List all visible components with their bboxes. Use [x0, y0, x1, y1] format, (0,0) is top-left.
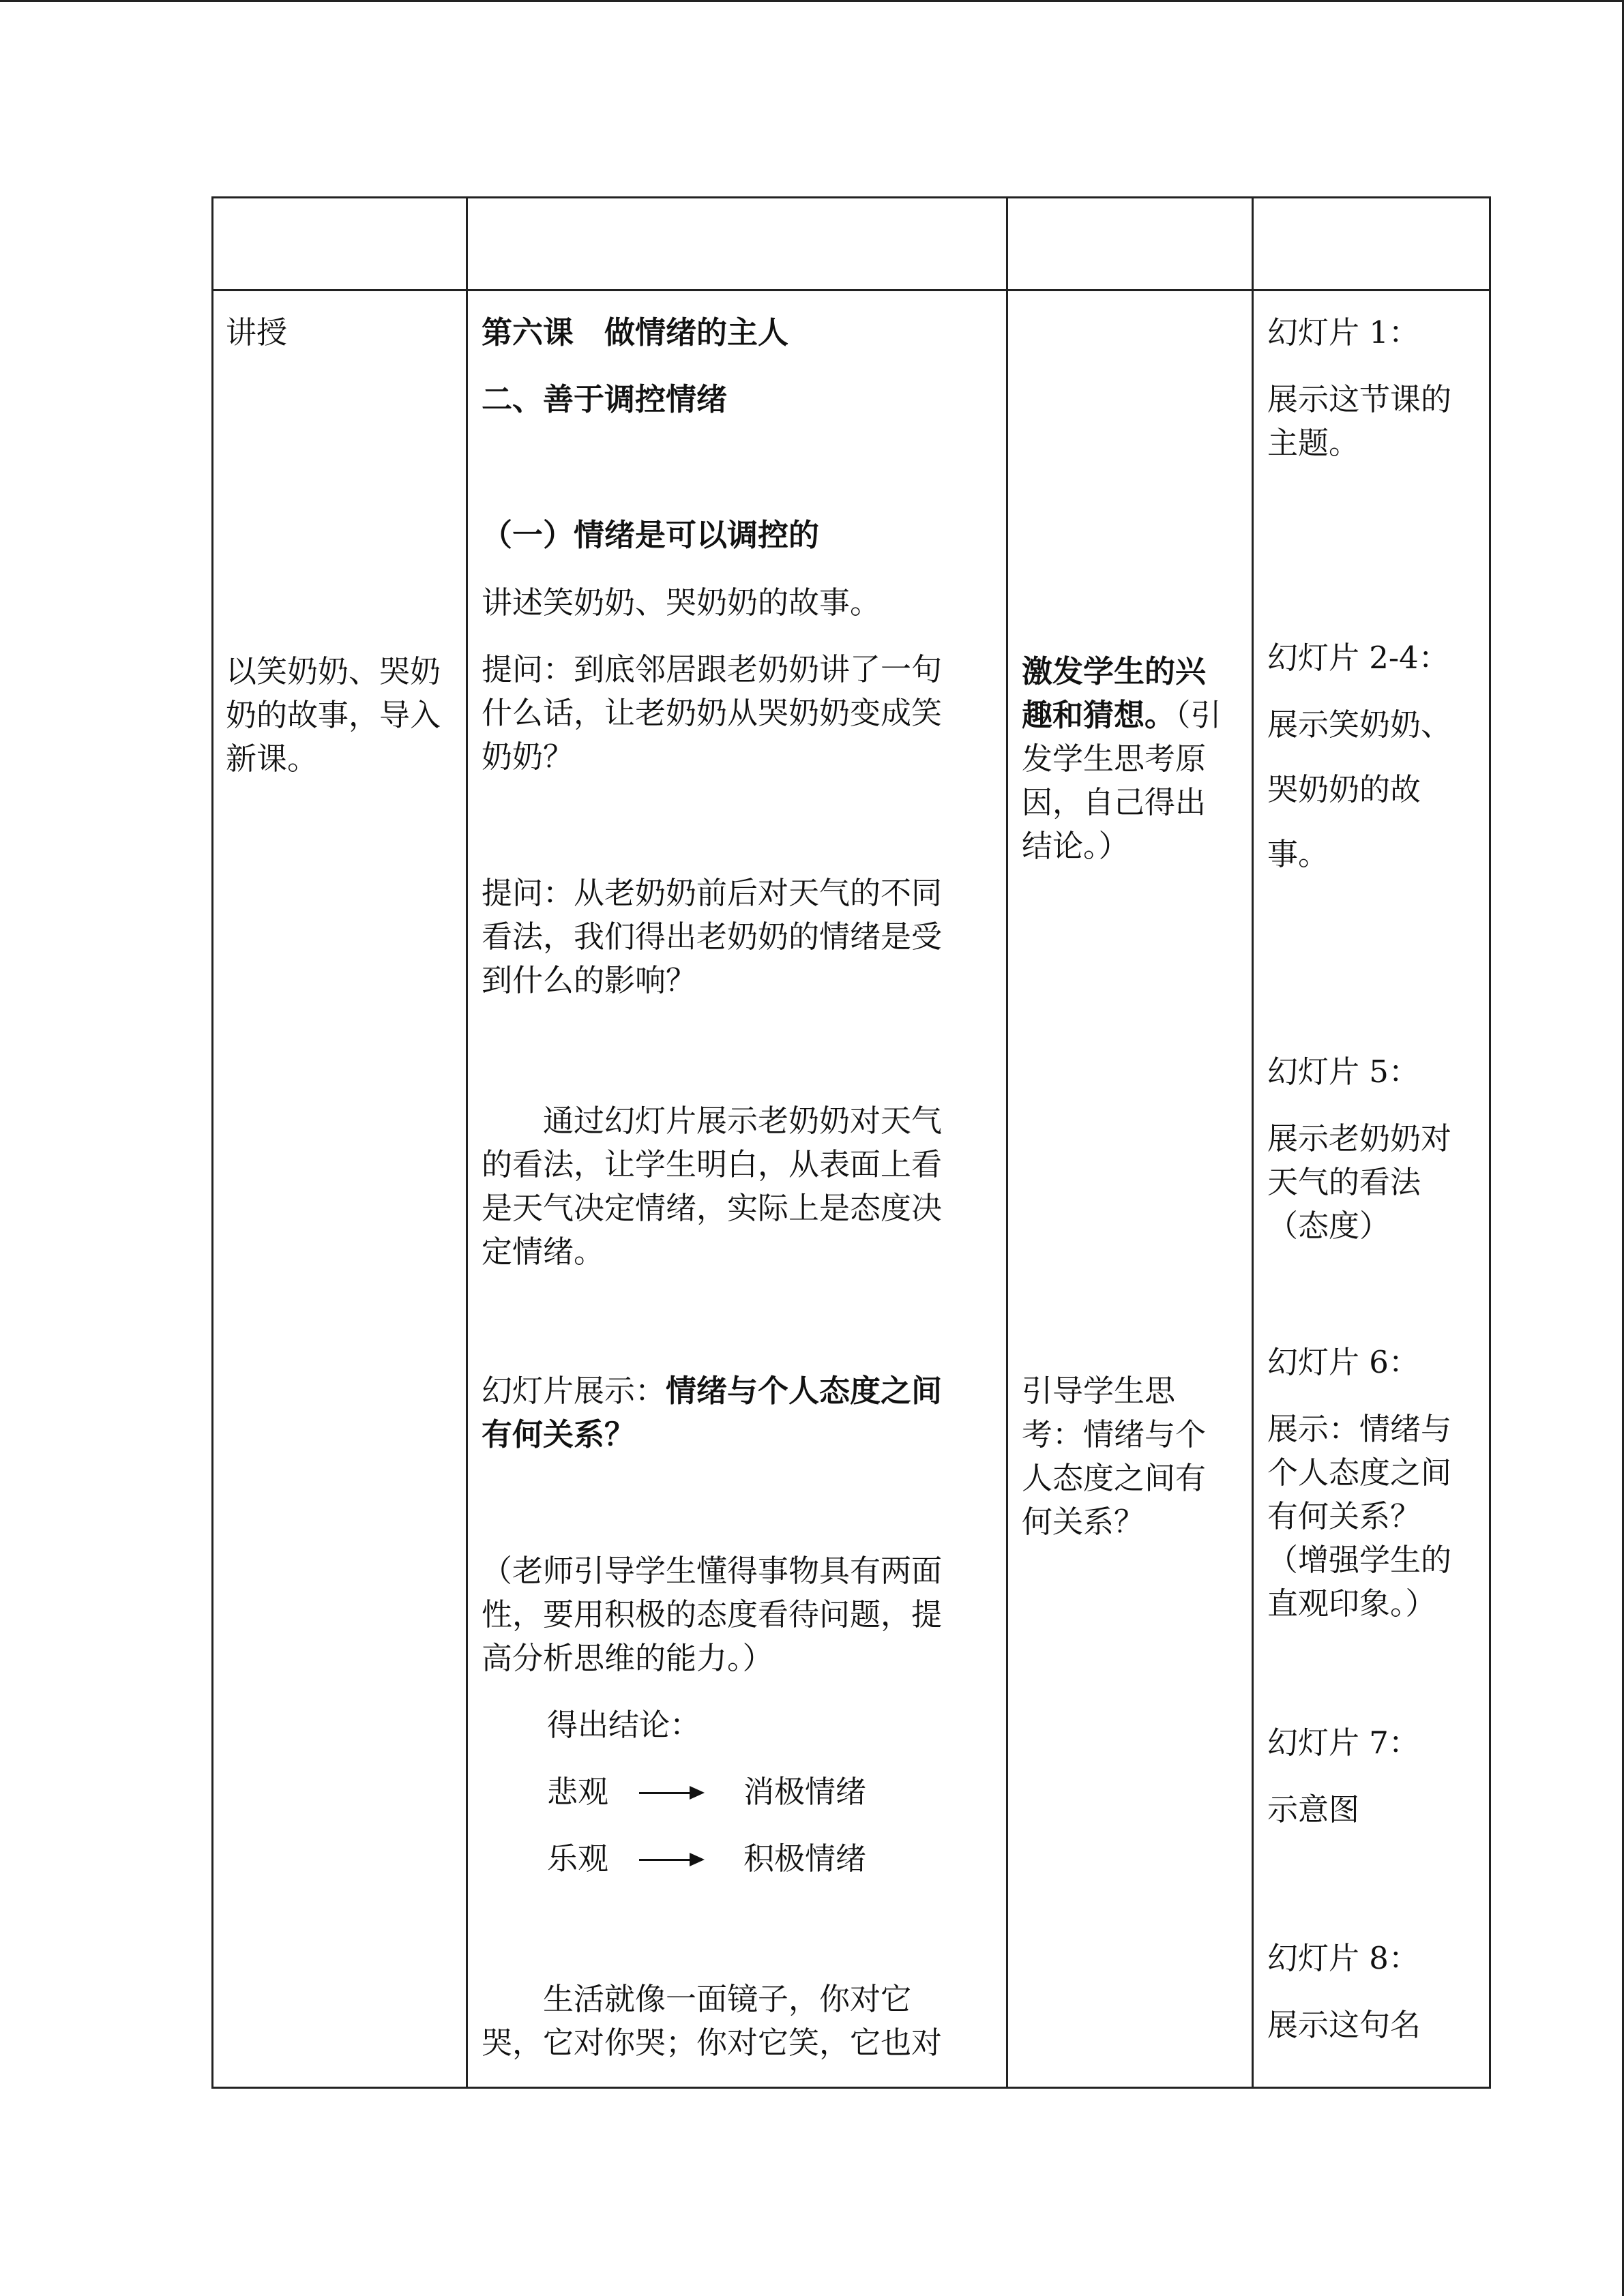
motivate-line-1: 激发学生的兴 [1022, 653, 1207, 689]
table-border-left [211, 196, 213, 2089]
slide-show-prefix: 幻灯片展示： [482, 1373, 666, 1409]
table-border-top [211, 196, 1491, 198]
col-divider-3 [1252, 196, 1254, 2089]
slide24-label: 幻灯片 2-4： [1267, 640, 1449, 676]
col-divider-1 [466, 196, 468, 2089]
slide6-desc-line-3: 有何关系？ [1267, 1498, 1421, 1534]
optimism-label: 乐观 [547, 1840, 609, 1877]
guide-line-3: 人态度之间有 [1022, 1460, 1207, 1496]
slide5-label: 幻灯片 5： [1267, 1054, 1419, 1090]
arrow-right-icon [639, 1792, 702, 1794]
arrow-right-icon [639, 1859, 702, 1861]
guide-line-2: 考：情绪与个 [1022, 1416, 1207, 1452]
slide-show-line-1 [482, 1369, 942, 1413]
table-border-right [1489, 196, 1491, 2089]
motivate-line-5: 结论。） [1022, 828, 1130, 864]
section-title: 二、善于调控情绪 [482, 381, 728, 417]
explain-line-3: 是天气决定情绪，实际上是态度决 [482, 1190, 943, 1226]
question1-line-2: 什么话，让老奶奶从哭奶奶变成笑 [482, 695, 943, 731]
conclusion-label: 得出结论： [547, 1707, 701, 1743]
lesson-plan-table [211, 196, 1491, 2089]
slide1-label: 幻灯片 1： [1267, 314, 1419, 351]
slide5-desc-line-2: 天气的看法 [1267, 1164, 1421, 1200]
intro-line-1: 以笑奶奶、哭奶 [226, 653, 441, 689]
negative-emotion-label: 消极情绪 [743, 1774, 867, 1810]
mirror-line-1: 生活就像一面镜子，你对它 [482, 1981, 912, 2017]
slide7-label: 幻灯片 7： [1267, 1725, 1419, 1761]
teaching-step-label: 讲授 [226, 314, 288, 351]
intro-line-3: 新课。 [226, 741, 319, 777]
slide-show-line-2: 有何关系？ [482, 1416, 636, 1452]
story-line: 讲述笑奶奶、哭奶奶的故事。 [482, 584, 881, 621]
slide6-label: 幻灯片 6： [1267, 1344, 1419, 1380]
motivate-bold: 趣和猜想。 [1022, 697, 1176, 733]
teacher-note-line-3: 高分析思维的能力。） [482, 1640, 773, 1676]
teacher-note-line-1: （老师引导学生懂得事物具有两面 [482, 1553, 943, 1589]
question2-line-2: 看法，我们得出老奶奶的情绪是受 [482, 919, 943, 955]
page-top-edge [0, 0, 1624, 2]
explain-line-2: 的看法，让学生明白，从表面上看 [482, 1146, 943, 1182]
positive-emotion-label: 积极情绪 [743, 1840, 867, 1877]
header-row-divider [211, 289, 1491, 291]
slide6-desc-line-5: 直观印象。） [1267, 1585, 1436, 1622]
motivate-tail: （引 [1175, 697, 1222, 733]
question2-line-3: 到什么的影响？ [482, 962, 697, 998]
col-divider-2 [1006, 196, 1008, 2089]
intro-line-2: 奶的故事，导入 [226, 697, 441, 733]
subsection-title: （一）情绪是可以调控的 [482, 517, 820, 553]
slide1-desc-line-1: 展示这节课的 [1267, 381, 1452, 417]
slide5-desc-line-3: （态度） [1267, 1208, 1391, 1244]
slide24-desc-line-2: 哭奶奶的故 [1267, 771, 1421, 807]
motivate-line-4: 因，自己得出 [1022, 784, 1207, 820]
slide8-label: 幻灯片 8： [1267, 1940, 1419, 1976]
slide6-desc-line-1: 展示：情绪与 [1267, 1411, 1452, 1447]
question1-line-3: 奶奶？ [482, 739, 574, 775]
slide24-desc-line-3: 事。 [1267, 836, 1329, 872]
mirror-line-2: 哭，它对你哭；你对它笑，它也对 [482, 2025, 943, 2061]
slide7-desc: 示意图 [1267, 1791, 1360, 1828]
explain-line-4: 定情绪。 [482, 1234, 605, 1270]
slide8-desc: 展示这句名 [1267, 2007, 1421, 2043]
slide5-desc-line-1: 展示老奶奶对 [1267, 1120, 1452, 1157]
question2-line-1: 提问：从老奶奶前后对天气的不同 [482, 875, 943, 911]
guide-line-1: 引导学生思 [1022, 1373, 1176, 1409]
lesson-title: 第六课 做情绪的主人 [482, 314, 789, 351]
question1-line-1: 提问：到底邻居跟老奶奶讲了一句 [482, 651, 943, 687]
slide24-desc-line-1: 展示笑奶奶、 [1267, 706, 1452, 743]
slide6-desc-line-2: 个人态度之间 [1267, 1455, 1452, 1491]
motivate-line-3: 发学生思考原 [1022, 741, 1207, 777]
guide-line-4: 何关系？ [1022, 1504, 1145, 1540]
slide-show-question: 情绪与个人态度之间 [666, 1373, 943, 1409]
explain-line-1: 通过幻灯片展示老奶奶对天气 [482, 1103, 943, 1139]
slide6-desc-line-4: （增强学生的 [1267, 1542, 1452, 1578]
slide1-desc-line-2: 主题。 [1267, 425, 1360, 461]
motivate-line-2 [1022, 694, 1222, 737]
teacher-note-line-2: 性，要用积极的态度看待问题，提 [482, 1596, 943, 1632]
pessimism-label: 悲观 [547, 1774, 609, 1810]
table-border-bottom [211, 2087, 1491, 2089]
